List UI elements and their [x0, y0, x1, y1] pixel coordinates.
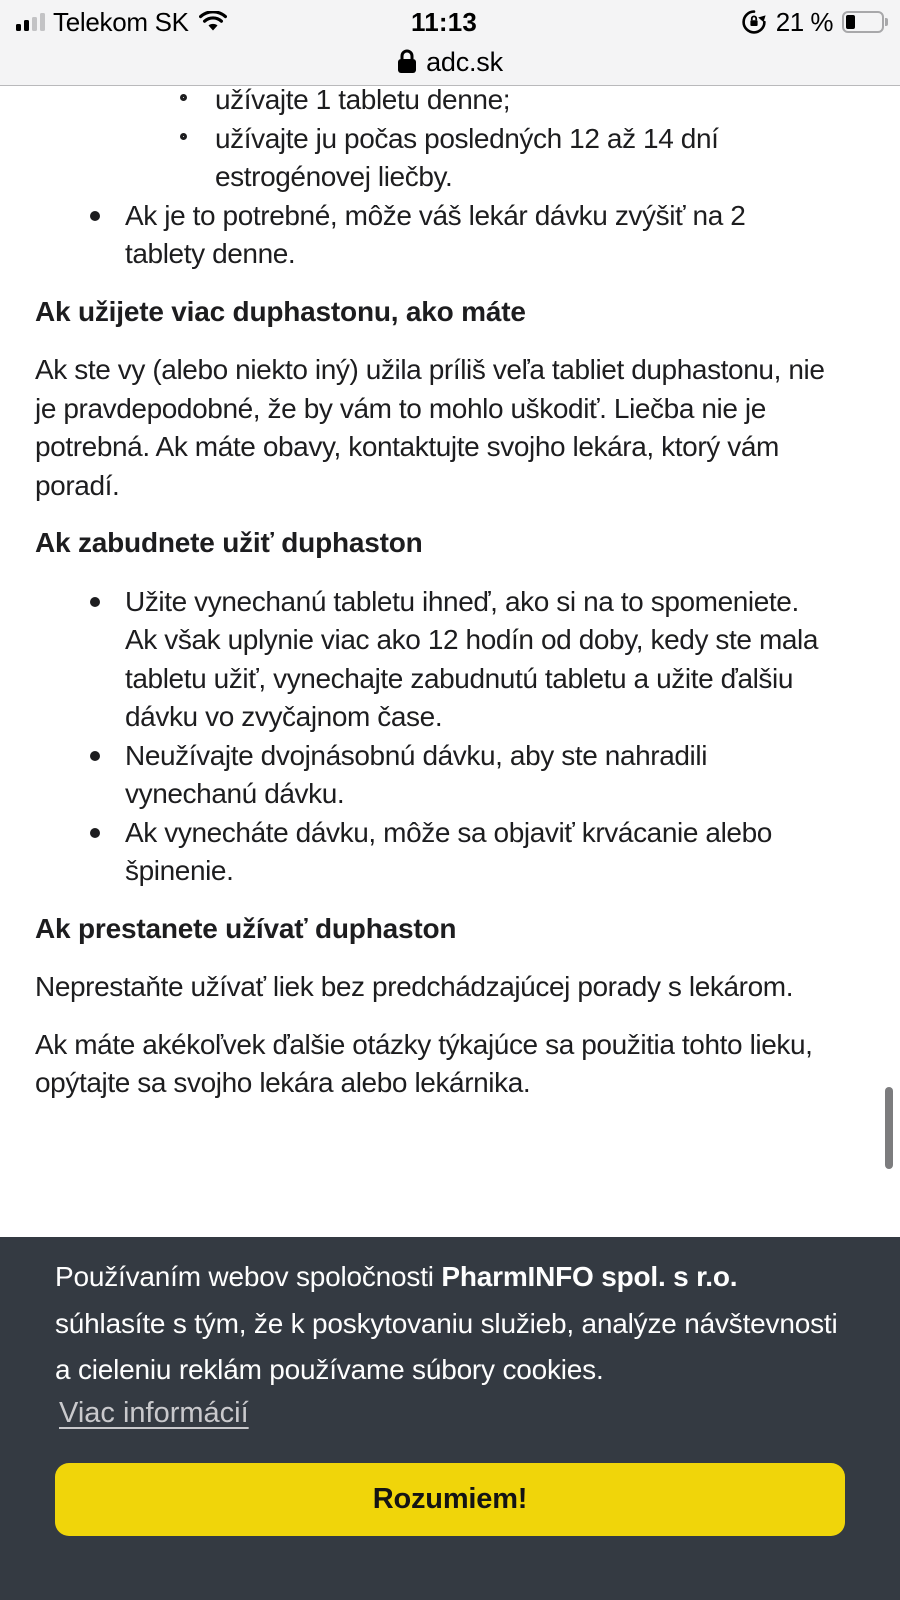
accept-cookies-button[interactable]: Rozumiem!	[55, 1463, 845, 1536]
cookie-consent-banner	[0, 1237, 900, 1600]
section-heading-stop-taking: Ak prestanete užívať duphaston	[35, 912, 457, 944]
disc-bullet-icon	[90, 583, 125, 737]
list-item: Užite vynechanú tabletu ihneď, ako si na to spomeniete. Ak však uplynie viac ako 12 hodín od doby, kedy ste mala tabletu užiť, vynechajte zabudnutú tabletu a užite ďalšiu dávku vo zvyčajnom čase.	[35, 583, 832, 737]
cookie-consent-text	[55, 1254, 845, 1394]
paragraph-overdose: Ak ste vy (alebo niekto iný) užila príliš veľa tabliet duphastonu, nie je pravdepodobné, že by vám to mohlo uškodiť. Liečba nie je potrebná. Ak máte obavy, kontaktujte svojho lekára, ktorý vám poradí.	[35, 354, 825, 501]
company-name: PharmINFO spol. s r.o.	[441, 1261, 738, 1292]
status-bar-right	[483, 7, 884, 38]
disc-bullet-icon	[90, 197, 125, 274]
list-item: Ak je to potrebné, môže váš lekár dávku zvýšiť na 2 tablety denne.	[35, 197, 832, 274]
battery-icon	[842, 11, 884, 33]
url-text: adc.sk	[426, 46, 503, 77]
more-info-link[interactable]: Viac informácií	[59, 1396, 249, 1429]
missed-dose-list	[35, 583, 832, 891]
status-time: 11:13	[410, 6, 478, 37]
wifi-icon	[199, 11, 227, 33]
dosage-list	[35, 87, 832, 274]
carrier-label: Telekom SK	[53, 6, 189, 37]
scrollbar-thumb[interactable]	[885, 1087, 893, 1169]
list-item: Ak vynecháte dávku, môže sa objaviť krvácanie alebo špinenie.	[35, 814, 832, 891]
disc-bullet-icon	[90, 814, 125, 891]
cellular-signal-icon	[16, 13, 45, 31]
status-bar	[0, 6, 900, 38]
lock-icon	[397, 49, 417, 75]
list-item: užívajte 1 tabletu denne;	[35, 87, 832, 120]
rotation-lock-icon	[741, 9, 767, 35]
browser-chrome	[0, 0, 900, 86]
circle-bullet-icon	[180, 87, 215, 120]
paragraph-more-questions: Ak máte akékoľvek ďalšie otázky týkajúce sa použitia tohto lieku, opýtajte sa svojho lekára alebo lekárnika.	[35, 1028, 813, 1098]
paragraph-stop-taking: Neprestaňte užívať liek bez predchádzajúcej porady s lekárom.	[35, 971, 794, 1002]
disc-bullet-icon	[90, 737, 125, 814]
section-heading-overdose: Ak užijete viac duphastonu, ako máte	[35, 295, 526, 327]
status-bar-left	[16, 7, 417, 38]
cookie-text-lead: Používaním webov spoločnosti	[55, 1261, 442, 1292]
url-bar[interactable]	[0, 42, 900, 82]
list-item: Neužívajte dvojnásobnú dávku, aby ste nahradili vynechanú dávku.	[35, 737, 832, 814]
battery-percent-label: 21 %	[775, 6, 834, 37]
cookie-text-rest: súhlasíte s tým, že k poskytovaniu služieb, analýze návštevnosti a cieleniu reklám používame súbory cookies.	[55, 1307, 838, 1385]
page-content	[0, 87, 900, 1237]
list-item: užívajte ju počas posledných 12 až 14 dní estrogénovej liečby.	[35, 120, 832, 197]
section-heading-missed-dose: Ak zabudnete užiť duphaston	[35, 527, 423, 558]
circle-bullet-icon	[180, 120, 215, 197]
